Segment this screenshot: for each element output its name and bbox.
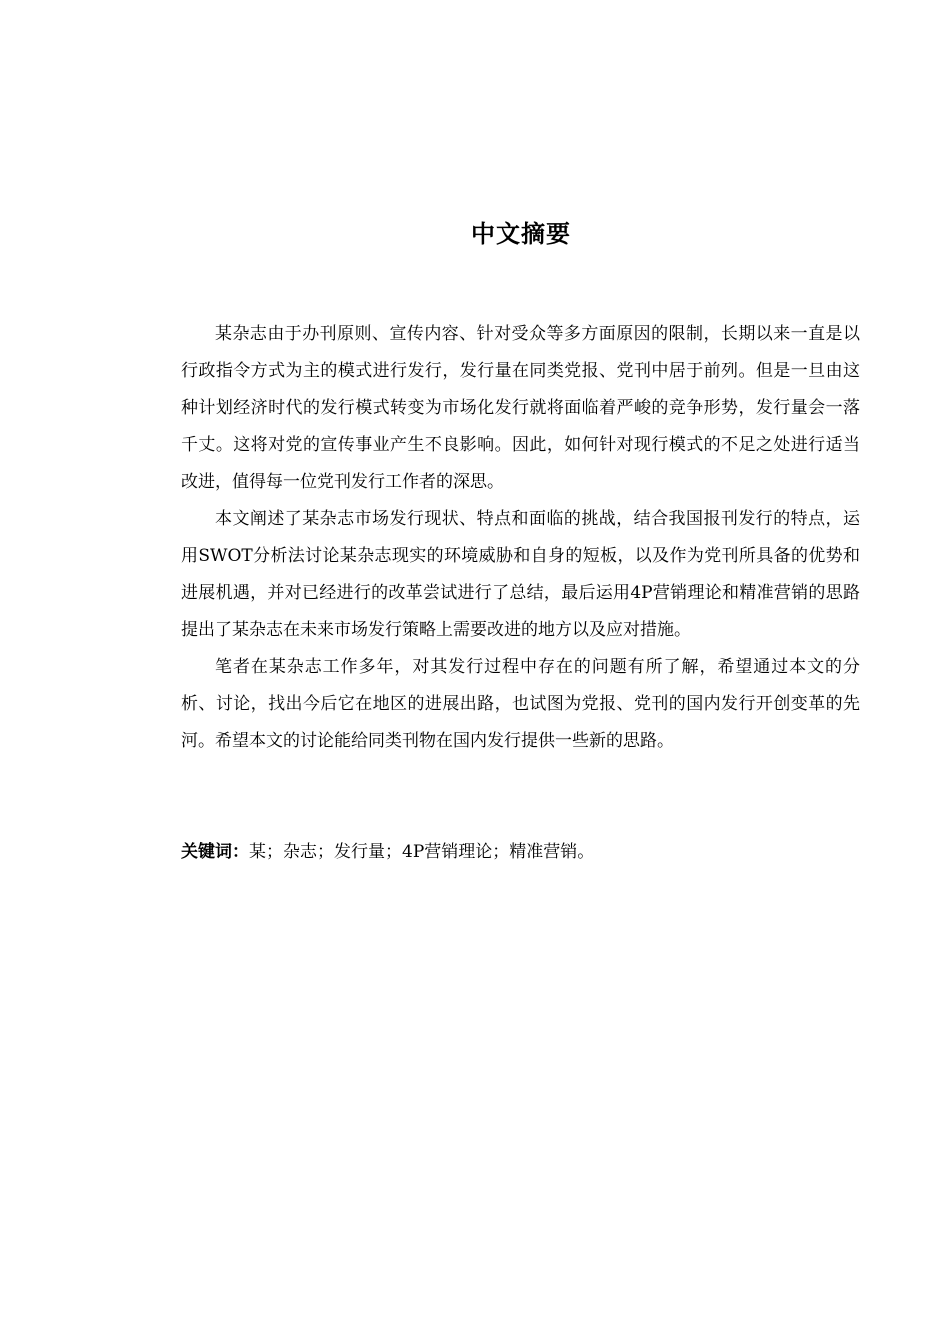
keywords-label: 关键词： — [181, 842, 249, 862]
abstract-paragraph-3: 笔者在某杂志工作多年，对其发行过程中存在的问题有所了解，希望通过本文的分析、讨论，找出今后它在地区的进展出路，也试图为党报、党刊的国内发行开创变革的先河。希望本文的讨论能给同类刊物在国内发行提供一些新的思路。 — [181, 657, 860, 751]
page-title: 中文摘要 — [471, 220, 571, 248]
keywords-line — [181, 834, 860, 871]
abstract-paragraph-2: 本文阐述了某杂志市场发行现状、特点和面临的挑战，结合我国报刊发行的特点，运用SWOT分析法讨论某杂志现实的环境威胁和自身的短板，以及作为党刊所具备的优势和进展机遇，并对已经进行的改革尝试进行了总结，最后运用4P营销理论和精准营销的思路提出了某杂志在未来市场发行策略上需要改进的地方以及应对措施。 — [181, 509, 860, 640]
keywords-text: 某；杂志；发行量；4P营销理论；精准营销。 — [249, 842, 595, 862]
abstract-body — [181, 316, 860, 760]
abstract-paragraph-1: 某杂志由于办刊原则、宣传内容、针对受众等多方面原因的限制，长期以来一直是以行政指令方式为主的模式进行发行，发行量在同类党报、党刊中居于前列。但是一旦由这种计划经济时代的发行模式转变为市场化发行就将面临着严峻的竞争形势，发行量会一落千丈。这将对党的宣传事业产生不良影响。因此，如何针对现行模式的不足之处进行适当改进，值得每一位党刊发行工作者的深思。 — [181, 324, 860, 492]
